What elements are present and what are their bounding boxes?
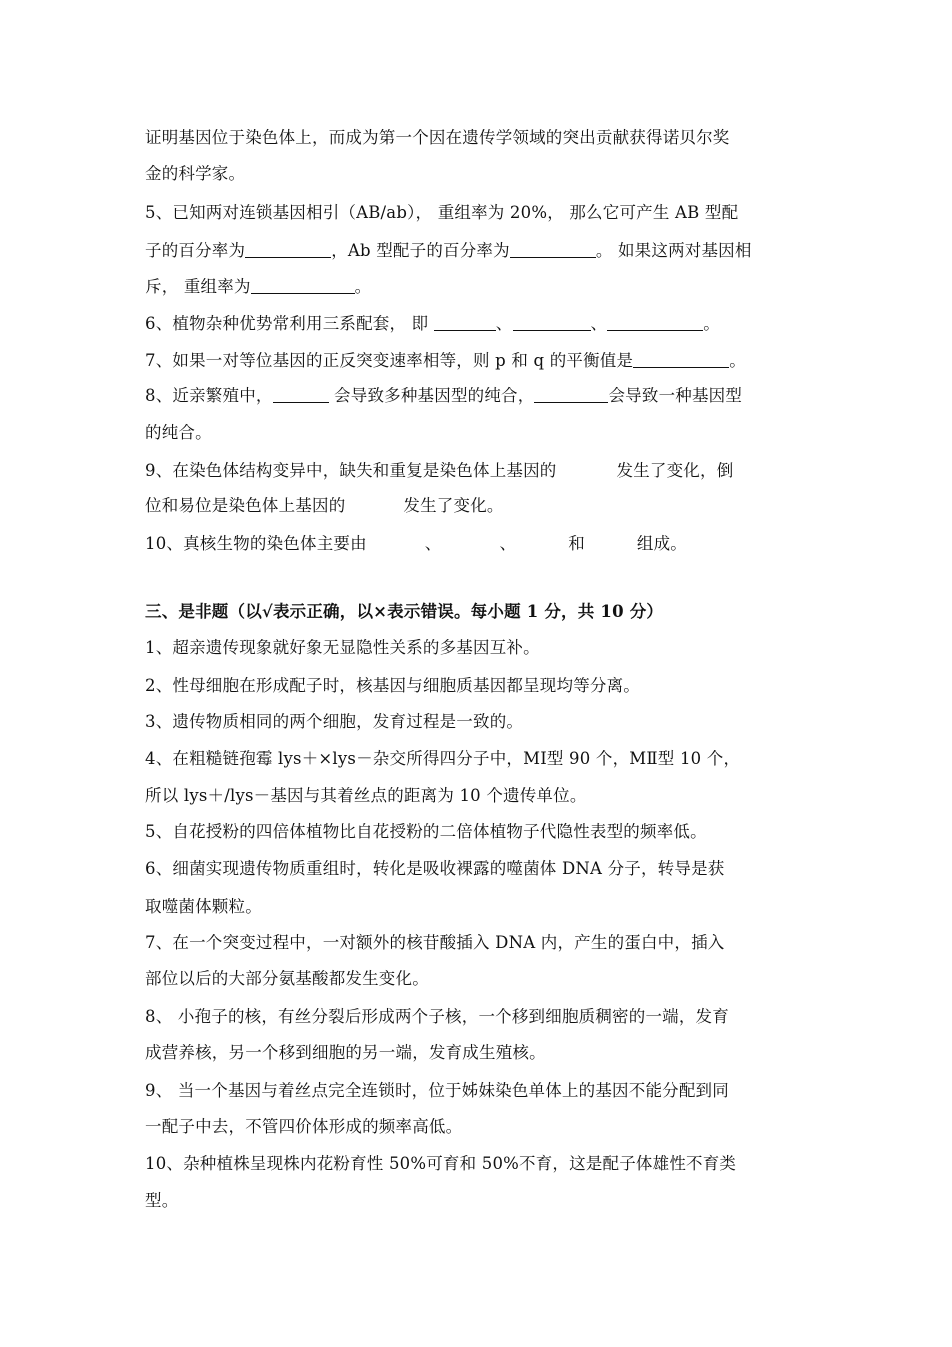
q6-sep-2: 、 [590, 314, 608, 333]
tf-item-9-line-2: 一配子中去，不管四价体形成的频率高低。 [145, 1117, 463, 1136]
q10-sep-2: 、 [499, 534, 517, 553]
tf-item-8-line-1: 8、 小孢子的核，有丝分裂后形成两个子核，一个移到细胞质稠密的一端，发育 [145, 1007, 729, 1026]
tf-item-10-line-2: 型。 [145, 1191, 179, 1210]
tf-item-7-line-2: 部位以后的大部分氨基酸都发生变化。 [145, 969, 429, 988]
q10-sep-1: 、 [424, 534, 442, 553]
q6-sep-1: 、 [495, 314, 513, 333]
tf-item-2: 2、性母细胞在形成配子时，核基因与细胞质基因都呈现均等分离。 [145, 676, 640, 695]
q5-text-e: 。 [354, 277, 372, 296]
q10-text: 10、真核生物的染色体主要由 [145, 534, 367, 553]
tf-item-4-line-2: 所以 lys＋/lys－基因与其着丝点的距离为 10 个遗传单位。 [145, 786, 587, 805]
tf-item-3: 3、遗传物质相同的两个细胞，发育过程是一致的。 [145, 712, 524, 731]
q5-line-2 [145, 240, 825, 262]
q8-blank-1[interactable] [273, 386, 329, 403]
q6-text: 6、植物杂种优势常利用三系配套， 即 [145, 314, 434, 333]
q9-line-2 [145, 495, 825, 517]
q8-line-2: 的纯合。 [145, 423, 212, 442]
q4-continuation-line-2: 金的科学家。 [145, 164, 246, 183]
q9-text-c: 位和易位是染色体上基因的 [145, 496, 346, 515]
q5-text-c: 。 如果这两对基因相 [595, 241, 752, 260]
q5-line-3 [145, 276, 825, 298]
q10-and: 和 [568, 534, 585, 553]
q7-text: 7、如果一对等位基因的正反突变速率相等，则 p 和 q 的平衡值是 [145, 351, 634, 370]
q5-blank-ab-lower[interactable] [510, 241, 596, 258]
tf-item-1: 1、超亲遗传现象就好象无显隐性关系的多基因互补。 [145, 638, 540, 657]
q6-end: 。 [703, 314, 720, 333]
tf-item-7-line-1: 7、在一个突变过程中，一对额外的核苷酸插入 DNA 内，产生的蛋白中，插入 [145, 933, 725, 952]
q5-blank-repulsion[interactable] [251, 277, 355, 294]
q6-line [145, 313, 825, 335]
q9-text-b: 发生了变化，倒 [616, 461, 734, 480]
q5-text-a: 子的百分率为 [145, 241, 246, 260]
section-heading-true-false: 三、是非题（以√表示正确，以×表示错误。每小题 1 分，共 10 分） [145, 602, 664, 621]
q6-blank-2[interactable] [513, 314, 591, 331]
q5-text-d: 斥， 重组率为 [145, 277, 251, 296]
tf-item-6-line-1: 6、细菌实现遗传物质重组时，转化是吸收裸露的噬菌体 DNA 分子，转导是获 [145, 859, 725, 878]
q8-text-a: 8、近亲繁殖中， [145, 386, 273, 405]
q8-blank-2[interactable] [534, 386, 608, 403]
q9-text-a: 9、在染色体结构变异中，缺失和重复是染色体上基因的 [145, 461, 557, 480]
q6-blank-3[interactable] [607, 314, 703, 331]
q9-line-1 [145, 460, 825, 482]
q5-line-1: 5、已知两对连锁基因相引（AB/ab）， 重组率为 20%， 那么它可产生 AB 型配 [145, 203, 739, 222]
tf-item-8-line-2: 成营养核，另一个移到细胞的另一端，发育成生殖核。 [145, 1043, 546, 1062]
q8-text-c: 会导致一种基因型 [608, 386, 743, 405]
q6-blank-1[interactable] [434, 314, 496, 331]
q7-line [145, 350, 825, 372]
q8-line-1 [145, 385, 825, 407]
tf-item-5: 5、自花授粉的四倍体植物比自花授粉的二倍体植物子代隐性表型的频率低。 [145, 822, 707, 841]
q4-continuation-line-1: 证明基因位于染色体上，而成为第一个因在遗传学领域的突出贡献获得诺贝尔奖 [145, 128, 730, 147]
q10-line [145, 533, 825, 555]
tf-item-9-line-1: 9、 当一个基因与着丝点完全连锁时，位于姊妹染色单体上的基因不能分配到同 [145, 1081, 729, 1100]
q10-end: 组成。 [636, 534, 688, 553]
q9-text-d: 发生了变化。 [403, 496, 504, 515]
tf-item-4-line-1: 4、在粗糙链孢霉 lys＋×lys－杂交所得四分子中，MⅠ型 90 个，MⅡ型 10 个， [145, 749, 741, 768]
q5-text-b: ，Ab 型配子的百分率为 [331, 241, 510, 260]
tf-item-6-line-2: 取噬菌体颗粒。 [145, 897, 262, 916]
q8-text-b: 会导致多种基因型的纯合， [328, 386, 535, 405]
q5-blank-ab[interactable] [245, 241, 331, 258]
q7-end: 。 [729, 351, 746, 370]
tf-item-10-line-1: 10、杂种植株呈现株内花粉育性 50%可育和 50%不育，这是配子体雄性不育类 [145, 1154, 737, 1173]
q7-blank[interactable] [633, 351, 729, 368]
